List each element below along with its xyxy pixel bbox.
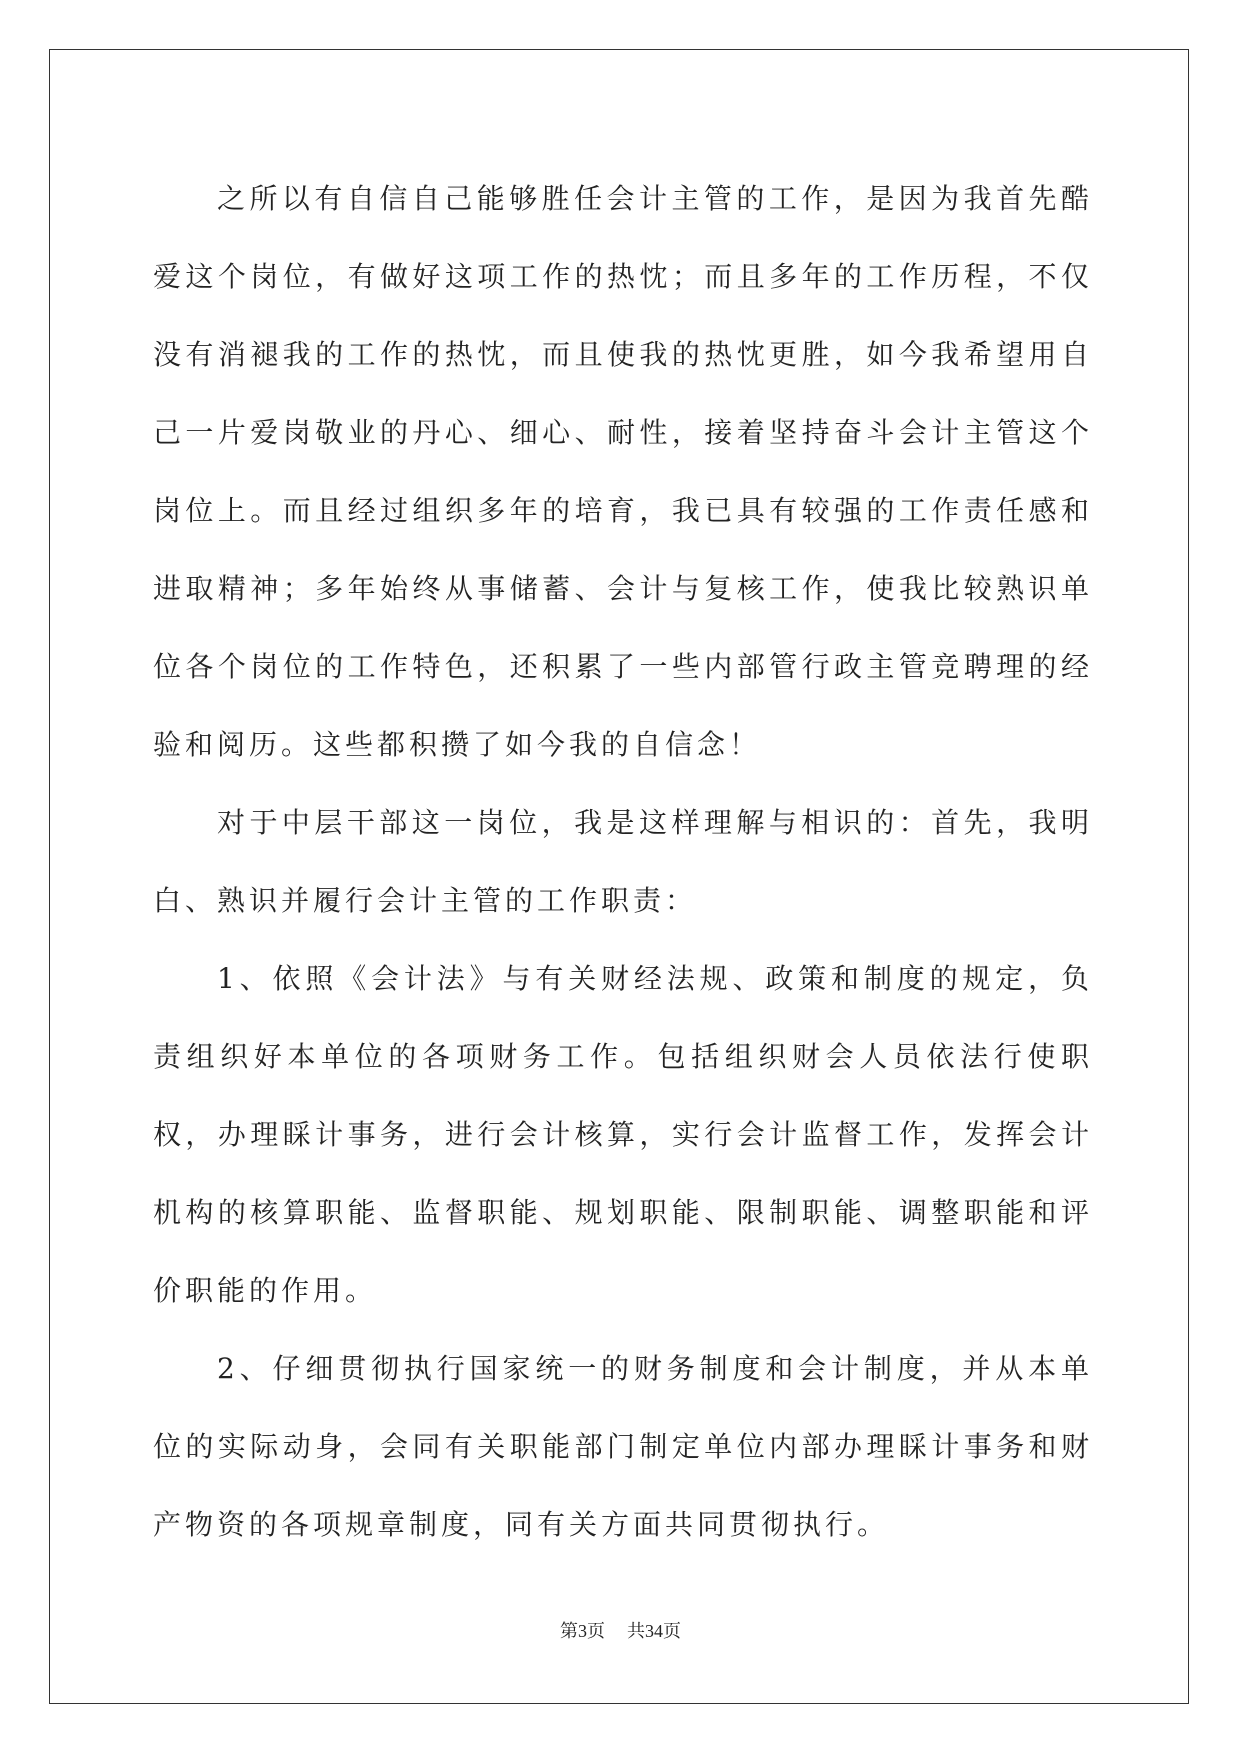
paragraph: 1、依照《会计法》与有关财经法规、政策和制度的规定，负责组织好本单位的各项财务工作。包括组织财会人员依法行使职权，办理睬计事务，进行会计核算，实行会计监督工作，发挥会计机构的核算职能、监督职能、规划职能、限制职能、调整职能和评价职能的作用。: [153, 962, 1093, 1307]
paragraph: 2、仔细贯彻执行国家统一的财务制度和会计制度，并从本单位的实际动身，会同有关职能部门制定单位内部办理睬计事务和财产物资的各项规章制度，同有关方面共同贯彻执行。: [153, 1352, 1093, 1541]
paragraph: 之所以有自信自己能够胜任会计主管的工作，是因为我首先酷爱这个岗位，有做好这项工作的热忱；而且多年的工作历程，不仅没有消褪我的工作的热忱，而且使我的热忱更胜，如今我希望用自己一片爱岗敬业的丹心、细心、耐性，接着坚持奋斗会计主管这个岗位上。而且经过组织多年的培育，我已具有较强的工作责任感和进取精神；多年始终从事储蓄、会计与复核工作，使我比较熟识单位各个岗位的工作特色，还积累了一些内部管行政主管竞聘理的经验和阅历。这些都积攒了如今我的自信念！: [153, 182, 1093, 761]
current-page-number: 第3页: [560, 1621, 605, 1641]
page-footer: [0, 1617, 1241, 1643]
paragraph: 对于中层干部这一岗位，我是这样理解与相识的：首先，我明白、熟识并履行会计主管的工作职责：: [153, 806, 1093, 917]
document-body: [153, 160, 1093, 1564]
total-page-count: 共34页: [627, 1621, 681, 1641]
